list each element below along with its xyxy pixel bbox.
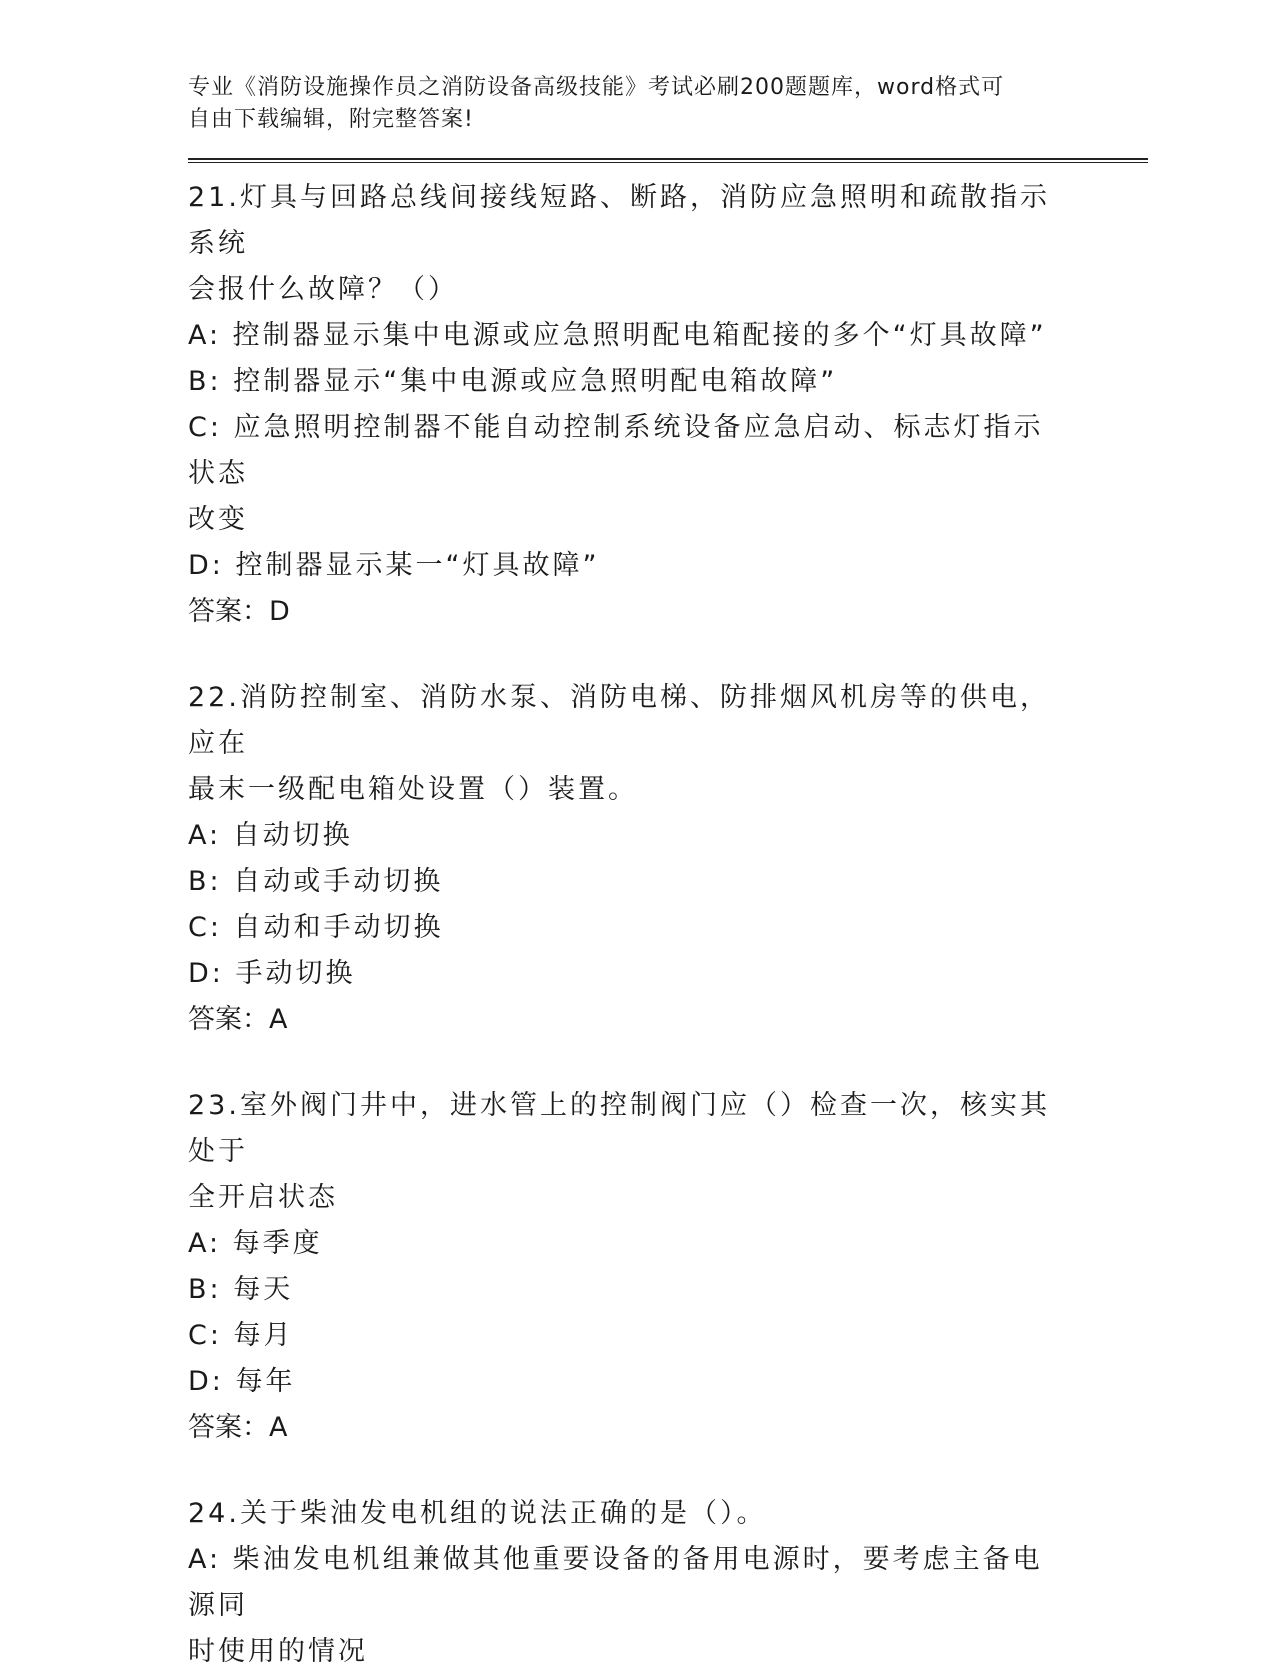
spacer: [188, 635, 1148, 675]
option-b: B: 每天: [188, 1274, 294, 1305]
header-divider-thin: [188, 162, 1148, 163]
option-c: C: 应急照明控制器不能自动控制系统设备应急启动、标志灯指示状态: [188, 412, 1044, 489]
question-stem: 21.灯具与回路总线间接线短路、断路，消防应急照明和疏散指示系统: [188, 182, 1050, 259]
option-a: A: 自动切换: [188, 820, 353, 851]
answer: 答案：A: [188, 1004, 288, 1035]
question-23: [188, 1083, 1068, 1451]
document-header: [188, 72, 1068, 136]
answer: 答案：D: [188, 596, 290, 627]
question-22: [188, 675, 1068, 1043]
option-a-cont: 时使用的情况: [188, 1636, 368, 1667]
header-line-2: 自由下载编辑，附完整答案!: [188, 107, 474, 132]
document-page: [188, 72, 1148, 1675]
question-24: [188, 1491, 1068, 1675]
question-stem: 24.关于柴油发电机组的说法正确的是（）。: [188, 1498, 767, 1529]
question-stem: 22.消防控制室、消防水泵、消防电梯、防排烟风机房等的供电，应在: [188, 682, 1050, 759]
question-stem-cont: 最末一级配电箱处设置（）装置。: [188, 774, 638, 805]
answer: 答案：A: [188, 1412, 288, 1443]
option-c: C: 自动和手动切换: [188, 912, 444, 943]
header-divider: [188, 158, 1148, 163]
option-c-cont: 改变: [188, 504, 248, 535]
header-line-1: 专业《消防设施操作员之消防设备高级技能》考试必刷200题题库，word格式可: [188, 75, 1005, 100]
option-d: D: 控制器显示某一“灯具故障”: [188, 550, 600, 581]
option-d: D: 手动切换: [188, 958, 356, 989]
question-21: [188, 175, 1068, 635]
question-stem-cont: 全开启状态: [188, 1182, 338, 1213]
option-b: B: 自动或手动切换: [188, 866, 444, 897]
option-b: B: 控制器显示“集中电源或应急照明配电箱故障”: [188, 366, 838, 397]
question-stem: 23.室外阀门井中，进水管上的控制阀门应（）检查一次，核实其处于: [188, 1090, 1050, 1167]
question-stem-cont: 会报什么故障？（）: [188, 274, 458, 305]
option-c: C: 每月: [188, 1320, 294, 1351]
option-a: A: 柴油发电机组兼做其他重要设备的备用电源时，要考虑主备电源同: [188, 1544, 1043, 1621]
spacer: [188, 1451, 1148, 1491]
option-d: D: 每年: [188, 1366, 296, 1397]
option-a: A: 控制器显示集中电源或应急照明配电箱配接的多个“灯具故障”: [188, 320, 1047, 351]
option-a: A: 每季度: [188, 1228, 323, 1259]
spacer: [188, 1043, 1148, 1083]
